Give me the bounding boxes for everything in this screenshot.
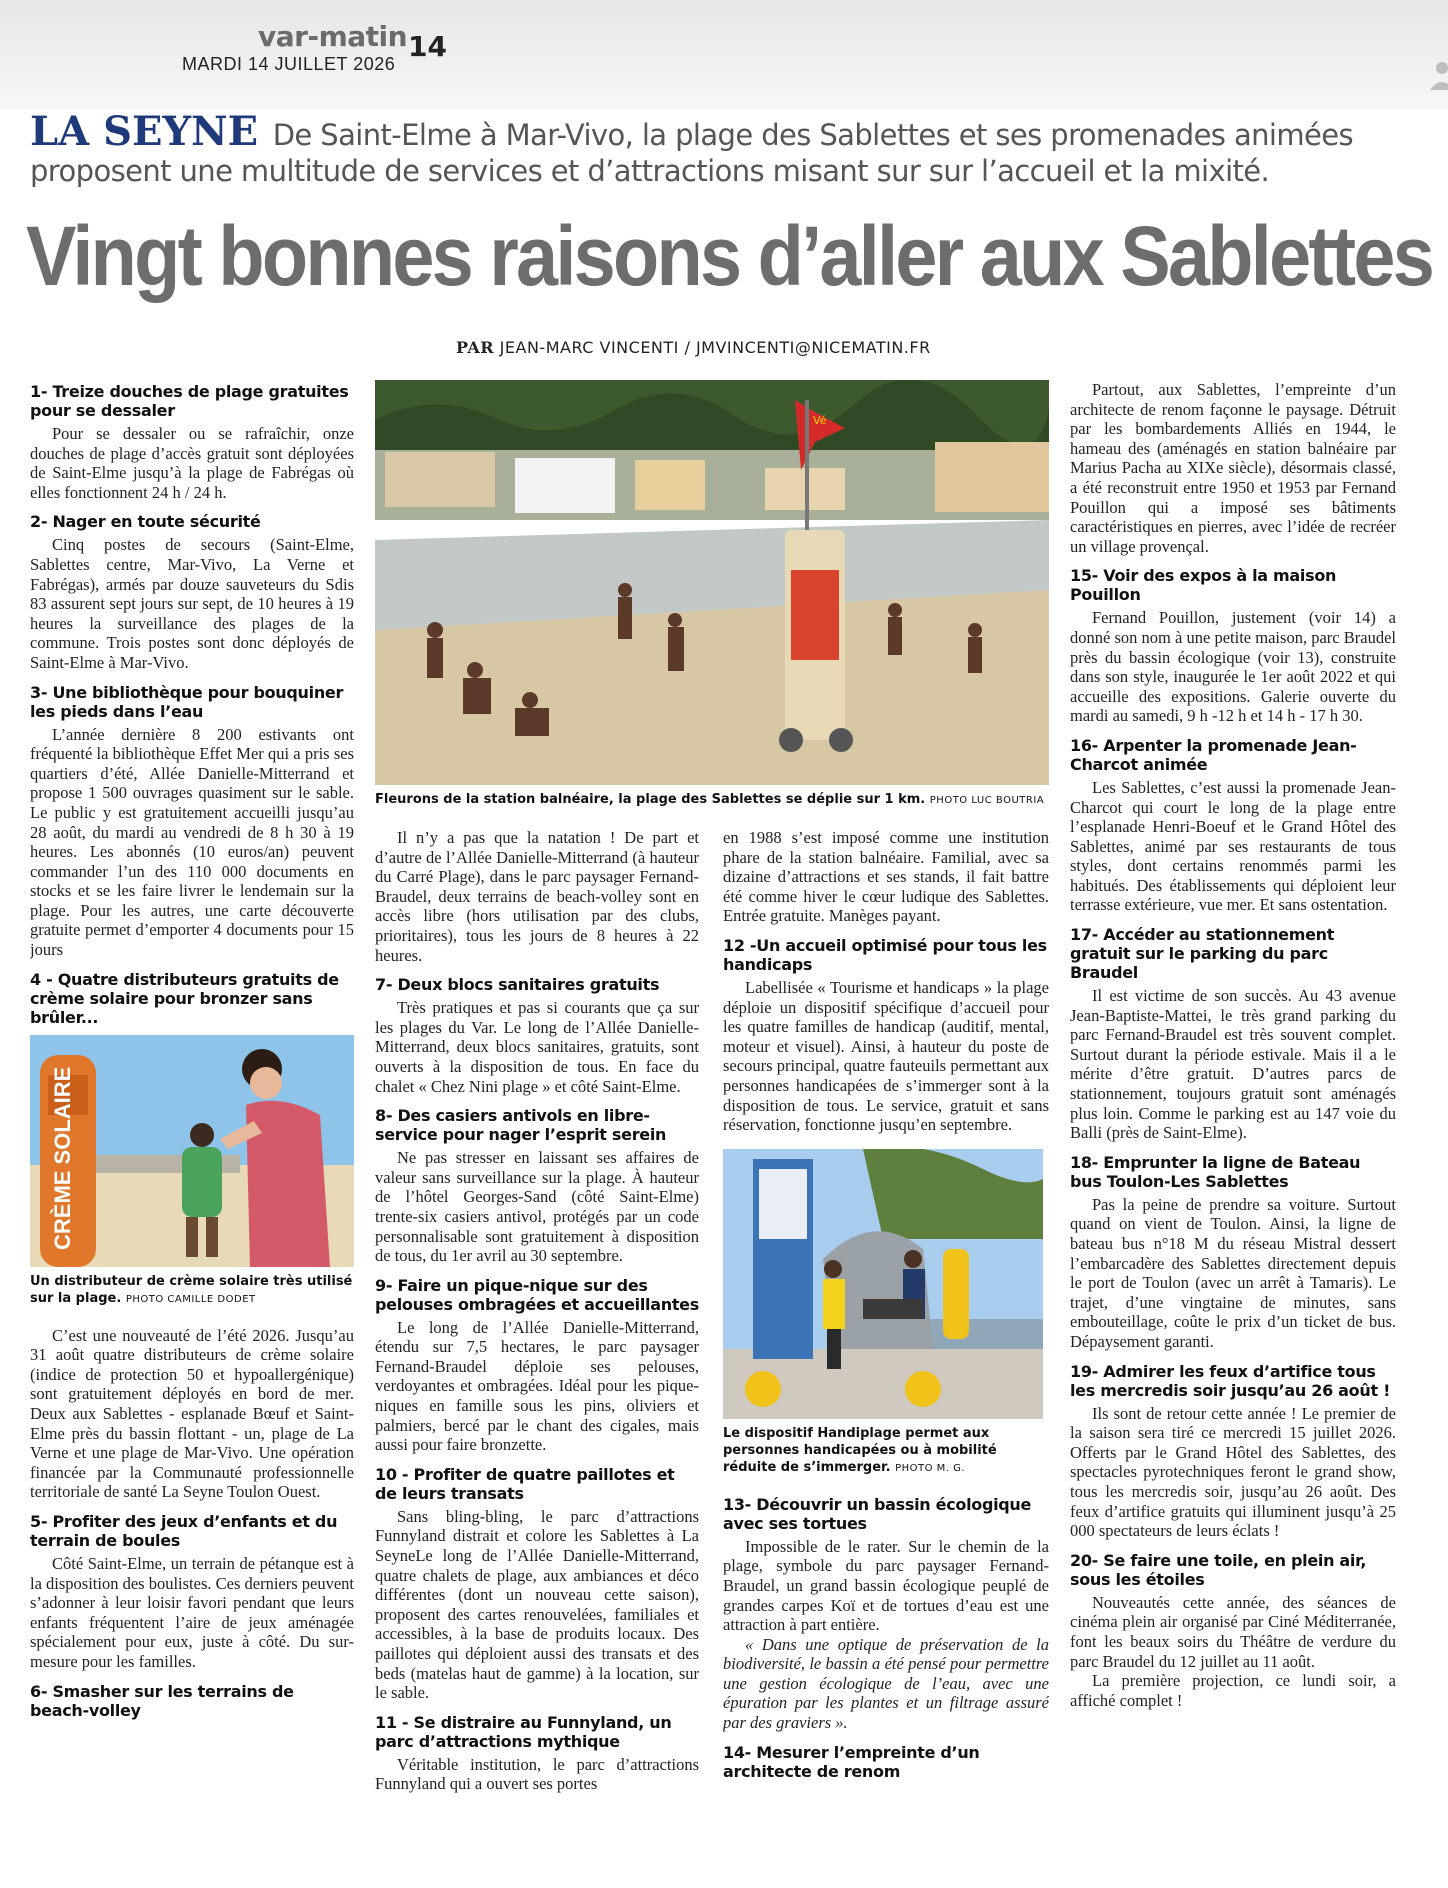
item-12-body: Labellisée « Tourisme et handicaps » la plage déploie un dispositif spécifique d’accueil pour les quatre familles de handicap (auditif, mental, moteur et visuel). Ainsi, à hauteur du poste de secours principal, quatre fauteuils permettant aux personnes handicapées de s’immerger sont à la disposition de tous. Le service, gratuit et sans réservation, fonctionne jusqu’en septembre. [723, 977, 1049, 1135]
item-11-continued: en 1988 s’est imposé comme une institution phare de la station balnéaire. Familial, avec sa dizaine d’attractions et ses stands, il fait battre été comme hiver le cœur ludique des Sablettes. Entrée gratuite. Manèges payant. [723, 828, 1049, 926]
headline: Vingt bonnes raisons d’aller aux Sablettes [26, 209, 1433, 303]
item-15-body: Fernand Pouillon, justement (voir 14) a donné son nom à une petite maison, parc Braudel près du bassin écologique (voir 13), construite dans son style, inaugurée le 1er août 2022 et qui accueille des expositions. Galerie ouverte du mardi au samedi, 9 h -12 h et 14 h - 17 h 30. [1070, 608, 1396, 726]
item-14-title: 14- Mesurer l’empreinte d’un architecte de renom [723, 1742, 980, 1781]
item-1-body: Pour se dessaler ou se rafraîchir, onze douches de plage d’accès gratuit sont déployées de Saint-Elme jusqu’à la plage de Fabrégas où elles fonctionnent 24 h / 24 h. [30, 424, 354, 502]
item-20-body-2: La première projection, ce lundi soir, a affiché complet ! [1070, 1671, 1396, 1710]
beach-caption [375, 791, 1049, 809]
handiplage-caption-text: Le dispositif Handiplage permet aux personnes handicapées ou à mobilité réduite de s’immerger. [723, 1425, 997, 1475]
item-2-body: Cinq postes de secours (Saint-Elme, Sablettes centre, Mar-Vivo, La Verne et Fabrégas), armés par douze sauveteurs du Sdis 83 assurent sept jours sur sept, de 10 heures à 19 heures la surveillance des plages de la commune. Trois postes sont donc déployés de Saint-Elme à Mar-Vivo. [30, 535, 354, 672]
beach-photo-image [375, 380, 1049, 785]
item-2-title: 2- Nager en toute sécurité [30, 512, 261, 532]
item-5-title: 5- Profiter des jeux d’enfants et du terrain de boules [30, 1512, 338, 1550]
item-8-body: Ne pas stresser en laissant ses affaires de valeur sans surveillance sur la plage. À hauteur de l’hôtel Georges-Sand (côté Saint-Elme) trente-six casiers antivol, protégés par un code personnalisable sont gratuitement à disposition de tous, du 1er avril au 30 septembre. [375, 1148, 699, 1266]
item-16-title: 16- Arpenter la promenade Jean-Charcot animée [1070, 735, 1357, 774]
item-1-title: 1- Treize douches de plage gratuites pour se dessaler [30, 382, 349, 420]
item-7-body: Très pratiques et pas si courants que ça sur les plages du Var. Le long de l’Allée Danielle-Mitterrand, deux blocs sanitaires, gratuits, sont ouverts à la disposition de tous. En face du chalet « Chez Nini plage » et côté Saint-Elme. [375, 998, 699, 1096]
item-20-body: Nouveautés cette année, des séances de cinéma plein air organisé par Ciné Méditerranée, font les beaux soirs du Théâtre de verdure du parc Braudel du 12 juillet au 11 août. [1070, 1592, 1396, 1671]
sunscreen-photo [30, 1035, 354, 1267]
sunscreen-caption [30, 1273, 354, 1308]
item-18-title: 18- Emprunter la ligne de Bateau bus Toulon-Les Sablettes [1070, 1152, 1361, 1191]
beach-credit: PHOTO LUC BOUTRIA [929, 795, 1045, 806]
publication-date: MARDI 14 JUILLET 2026 [182, 54, 396, 74]
column-1 [30, 380, 354, 1870]
item-10-body: Sans bling-bling, le parc d’attractions Funnyland distrait et colore les Sablettes à La SeyneLe long de l’Allée Danielle-Mitterrand, quatre chalets de plage, aux ambiances et déco différentes (dont un nouveau cette saison), proposent des cartes renouvelées, familiales et accessibles, à la base de produits locaux. Des paillotes qui déploient aussi des transats et des beds (matelas haut de gamme) à la location, sur le sable. [375, 1506, 699, 1703]
byline-author: JEAN-MARC VINCENTI / JMVINCENTI@NICEMATIN.FR [499, 338, 931, 357]
item-17-title: 17- Accéder au stationnement gratuit sur le parking du parc Braudel [1070, 925, 1335, 983]
item-3-title: 3- Une bibliothèque pour bouquiner les pieds dans l’eau [30, 682, 344, 721]
masthead-bar [0, 0, 1448, 110]
item-13-quote: « Dans une optique de préservation de la biodiversité, le bassin a été pensé pour permettre une gestion écologique de l’eau, avec une épuration par les plantes et un filtrage assuré par des graviers ». [723, 1634, 1049, 1733]
item-11-title: 11 - Se distraire au Funnyland, un parc d’attractions mythique [375, 1712, 672, 1751]
handiplage-credit: PHOTO M. G. [895, 1462, 966, 1474]
user-icon [1422, 60, 1448, 96]
item-6-title: 6- Smasher sur les terrains de beach-volley [30, 1681, 294, 1720]
kicker-text: De Saint-Elme à Mar-Vivo, la plage des Sablettes et ses promenades animées proposent une multitude de services et d’attractions misant sur sur l’accueil et la mixité. [30, 118, 1353, 188]
sunscreen-credit: PHOTO CAMILLE DODET [125, 1293, 256, 1305]
item-10-title: 10 - Profiter de quatre paillotes et de leurs transats [375, 1464, 675, 1503]
item-8-title: 8- Des casiers antivols en libre-service pour nager l’esprit serein [375, 1106, 667, 1145]
item-20-title: 20- Se faire une toile, en plein air, sous les étoiles [1070, 1550, 1367, 1589]
item-4-body: C’est une nouveauté de l’été 2026. Jusqu’au 31 août quatre distributeurs de crème solaire (indice de protection 50 et hypoallergénique) sont gratuitement déployés en bord de mer. Deux aux Sablettes - esplanade Bœuf et Saint-Elme près du bassin flottant - un, plage de La Verne et une plage de Mar-Vivo. Une opération financée par la Communauté professionnelle territoriale de santé La Seyne Toulon Ouest. [30, 1325, 354, 1502]
item-14-body: Partout, aux Sablettes, l’empreinte d’un architecte de renom façonne le paysage. Détruit par les bombardements Alliés en 1944, le hameau des (aménagés en station balnéaire par Marius Pacha au XIXe siècle), désormais classé, a été reconstruit entre 1950 et 1953 par Fernand Pouillon qui a imposé ses bâtiments caractéristiques en pierres, avec l’idée de recréer un village provençal. [1070, 380, 1396, 556]
item-19-body: Ils sont de retour cette année ! Le premier de la saison sera tiré ce mercredi 15 juillet 2026. Offerts par le Grand Hôtel des Sablettes, des spectacles pyrotechniques feront le grand show, tous les mercredis soir, jusqu’au 26 août. Des feux d’artifice gratuits qui illuminent jusqu’à 25 000 spectateurs de leurs éclats ! [1070, 1403, 1396, 1541]
handiplage-photo [723, 1149, 1043, 1419]
item-3-body: L’année dernière 8 200 estivants ont fréquenté la bibliothèque Effet Mer qui a pris ses quartiers d’été, Allée Danielle-Mitterrand et propose 1 500 ouvrages quasiment sur le sable. Le public y est gratuitement accueilli jusqu’au 28 août, du mardi au vendredi de 8 h 30 à 19 heures. Les abonnés (10 euros/an) peuvent commander l’un des 110 000 documents en stocks et se les faire livrer le lendemain sur la plage. Pour les autres, une carte découverte gratuite permet d’emporter 4 documents pour 15 jours [30, 724, 354, 960]
center-block [375, 380, 1049, 1860]
item-18-body: Pas la peine de prendre sa voiture. Surtout quand on vient de Toulon. Ainsi, la ligne de bateau bus n°18 M du réseau Mistral dessert l’embarcadère des Sablettes directement depuis le port de Toulon (avec un arrêt à Tamaris). Le trajet, d’une vingtaine de minutes, sans embouteillage, coûte le prix d’un ticket de bus. Dépaysement garanti. [1070, 1194, 1396, 1351]
item-12-title: 12 -Un accueil optimisé pour tous les handicaps [723, 935, 1047, 974]
column-4 [1070, 380, 1396, 1870]
handiplage-caption [723, 1425, 1049, 1477]
item-17-body: Il est victime de son succès. Au 43 avenue Jean-Baptiste-Mattei, le très grand parking du parc Fernand-Braudel est très souvent complet. Surtout durant la période estivale. Mais il a le mérite d’être gratuit. D’autres parcs de stationnement, toujours gratuit sont aménagés plus loin. Comme le parking est au 147 voie du Balli (près de Saint-Elme). [1070, 986, 1396, 1143]
kicker [30, 108, 1430, 189]
item-16-body: Les Sablettes, c’est aussi la promenade Jean-Charcot qui court le long de la plage entre l’esplanade Henri-Boeuf et le Grand Hôtel des Sablettes, animé par ses restaurants de tous styles, dont certains renommés parmi les habitués. Des établissements qui déploient leur terrasse extérieure, vue mer. Et sans ostentation. [1070, 777, 1396, 915]
item-9-title: 9- Faire un pique-nique sur des pelouses ombragées et accueillantes [375, 1275, 699, 1314]
beach-photo [375, 380, 1049, 785]
item-6-body: Il n’y a pas que la natation ! De part et d’autre de l’Allée Danielle-Mitterrand (à hauteur du Carré Plage), dans le parc paysager Fernand-Braudel, deux terrains de beach-volley sont en accès libre (hors utilisation par des clubs, prioritaires), tous les jours de 8 heures à 22 heures. [375, 828, 699, 965]
sunscreen-caption-text: Un distributeur de crème solaire très utilisé sur la plage. [30, 1273, 353, 1306]
byline-par: PAR [456, 338, 495, 357]
column-2 [375, 828, 699, 1858]
item-9-body: Le long de l’Allée Danielle-Mitterrand, étendu sur 7,5 hectares, le parc paysager Fernand-Braudel déploie ses pelouses, verdoyantes et ombragées. Idéal pour les pique-niques en famille sous les pins, oliviers et palmiers, bercé par le chant des cigales, mais aussi pour faire bronzette. [375, 1317, 699, 1455]
item-4-title: 4 - Quatre distributeurs gratuits de crème solaire pour bronzer sans brûler... [30, 969, 339, 1027]
item-5-body: Côté Saint-Elme, un terrain de pétanque est à la disposition des boulistes. Ces derniers peuvent s’adonner à leur loisir favori pendant que leurs enfants fréquentent l’aire de jeux aménagée spécialement pour eux, juste à côté. Du sur-mesure pour les familles. [30, 1554, 354, 1671]
flag-text: Vé [813, 414, 827, 427]
kicker-city: LA SEYNE [30, 108, 259, 155]
item-15-title: 15- Voir des expos à la maison Pouillon [1070, 566, 1337, 605]
item-7-title: 7- Deux blocs sanitaires gratuits [375, 975, 660, 995]
sunscreen-photo-image [30, 1035, 354, 1267]
item-19-title: 19- Admirer les feux d’artifice tous les mercredis soir jusqu’au 26 août ! [1070, 1361, 1391, 1400]
column-3 [723, 828, 1049, 1858]
beach-caption-text: Fleurons de la station balnéaire, la plage des Sablettes se déplie sur 1 km. [375, 792, 926, 807]
publication-name: var-matin [258, 20, 408, 53]
machine-label: CRÈME SOLAIRE [50, 1066, 75, 1250]
item-13-body: Impossible de le rater. Sur le chemin de la plage, symbole du parc paysager Fernand-Braudel, un grand bassin écologique peuplé de grandes carpes Koï et de tortues d’eau est une attraction à part entière. [723, 1536, 1049, 1635]
handiplage-photo-image [723, 1149, 1043, 1419]
item-13-title: 13- Découvrir un bassin écologique avec ses tortues [723, 1494, 1032, 1533]
page-number: 14 [408, 30, 447, 63]
item-11-body: Véritable institution, le parc d’attractions Funnyland qui a ouvert ses portes [375, 1754, 699, 1794]
byline [456, 338, 931, 357]
